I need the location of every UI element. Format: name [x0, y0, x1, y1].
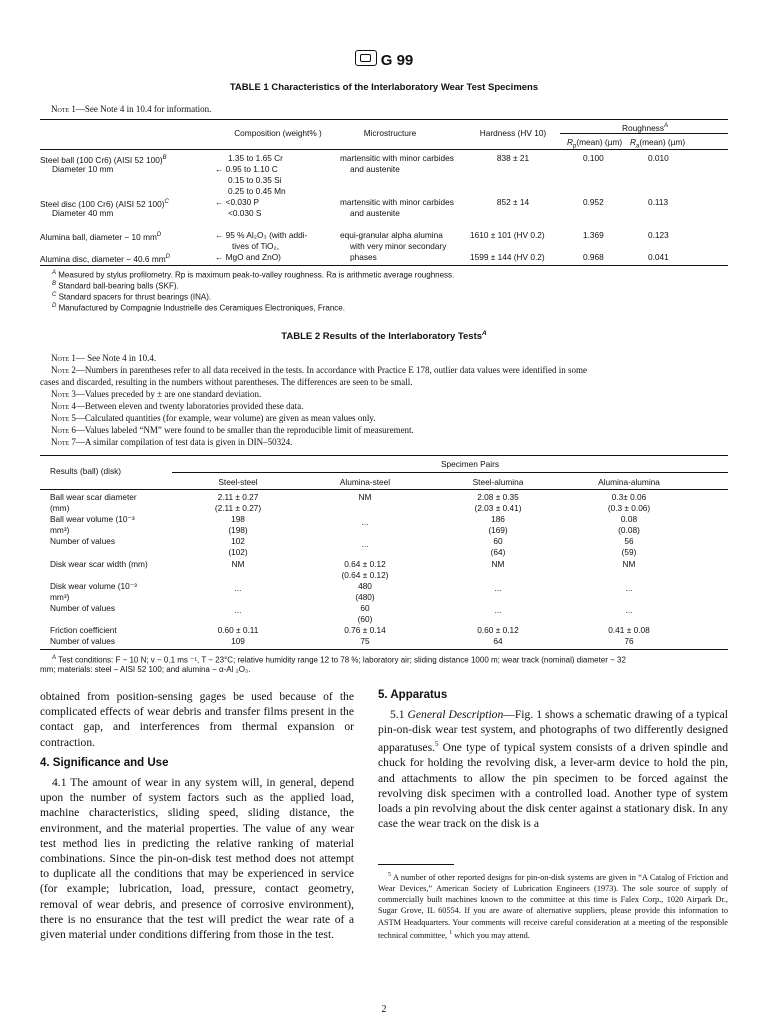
t1-cell-comp: 1.35 to 1.65 Cr: [228, 153, 283, 163]
t1-roughness-rule: [560, 133, 728, 134]
t1-col-microstructure: Microstructure: [363, 128, 417, 138]
t2-cell: (2.03 ± 0.41): [474, 503, 522, 513]
t2-cell: ...: [494, 605, 502, 615]
section-4-heading: 4. Significance and Use: [40, 757, 169, 769]
t1-row-name-2: Diameter 40 mm: [52, 208, 114, 218]
t1-row-name-2: Diameter 10 mm: [52, 164, 114, 174]
t2-row-label: Ball wear scar diameter: [50, 492, 137, 502]
t1-cell-rp: 0.968: [583, 252, 604, 262]
t2-col-pairs: Specimen Pairs: [440, 459, 500, 469]
t2-cell: 0.60 ± 0.11: [217, 625, 259, 635]
t2-note: Note 2—Numbers in parentheses refer to all data received in the tests. In accordance with Practice E 178, outlier data values were identified in some: [51, 365, 587, 375]
section-4-1-paragraph: 4.1 The amount of wear in any system will, in general, depend upon the number of system factors such as the applied load, machine characteristics, sliding speed, sliding distance, the environment, and the material properties. The value of any wear test method lies in predicting the relative ranking of material combinations. Since the pin-on-disk test method does not attempt to duplicate all the conditions that may be experienced in service (for example; lubrication, load, pressure, contact geometry, removal of wear debris, and presence of corrosive environment), there is no ensurance that the test will predict the wear rate of a given material under conditions differing from those in the test.: [40, 776, 354, 942]
t2-note: Note 5—Calculated quantities (for example, wear volume) are given as mean values only.: [51, 413, 376, 423]
t2-header-rule: [40, 489, 728, 490]
t2-cell: 0.64 ± 0.12: [344, 559, 386, 569]
t2-row-label: mm³): [50, 525, 70, 535]
t2-note: Note 3—Values preceded by ± are one standard deviation.: [51, 389, 262, 399]
t2-cell: 102: [231, 536, 245, 546]
t1-cell-micro: and austenite: [350, 208, 400, 218]
t2-row-label: mm³): [50, 592, 70, 602]
table2-bottom-rule: [40, 649, 728, 650]
t1-cell-rp: 0.100: [583, 153, 604, 163]
table1-title: TABLE 1 Characteristics of the Interlaboratory Wear Test Specimens: [229, 82, 539, 93]
t2-row-label: (mm): [50, 503, 70, 513]
t2-cell: (0.64 ± 0.12): [341, 570, 389, 580]
t1-cell-ra: 0.041: [648, 252, 669, 262]
t2-cell: (64): [490, 547, 506, 557]
t2-row-label: Ball wear volume (10⁻³: [50, 514, 135, 524]
t2-cell: 0.08: [620, 514, 638, 524]
t2-footnote: $^A$ Test conditions: F − 10 N; v − 0.1 ms ⁻¹, T − 23°C; relative humidity range 12 to 78 %; laboratory air; sliding distance 1000 m; wear track (nominal) diameter − 32: [52, 655, 626, 665]
t1-row-name: Alumina ball, diameter − 10 $mm^D$: [40, 231, 162, 242]
t2-cell: 60: [360, 603, 370, 613]
t2-cell: (169): [488, 525, 508, 535]
t1-cell-rp: 1.369: [583, 230, 604, 240]
t1-cell-comp: <0.030 S: [228, 208, 262, 218]
t1-col-hardness: Hardness (HV 10): [479, 128, 547, 138]
t2-cell: ...: [234, 605, 242, 615]
t1-cell-micro: martensitic with minor carbides: [340, 197, 454, 207]
t1-row-name: Alumina disc, diameter − 40.6 $mm^D$: [40, 253, 171, 264]
t1-cell-hardness: 1599 ± 144 (HV 0.2): [470, 252, 545, 262]
t2-cell: 480: [358, 581, 372, 591]
t2-cell: (102): [228, 547, 248, 557]
t1-cell-micro: phases: [350, 252, 377, 262]
t2-cell: 0.60 ± 0.12: [477, 625, 519, 635]
t2-cell: ...: [234, 583, 242, 593]
t1-footnote: $^C$ Standard spacers for thrust bearings (INA).: [52, 292, 212, 302]
t1-cell-hardness: 838 ± 21: [496, 153, 530, 163]
t2-cell: 198: [231, 514, 245, 524]
t2-col-pair: Steel-steel: [218, 477, 258, 487]
t2-cell: 186: [491, 514, 505, 524]
t2-note: Note 1— See Note 4 in 10.4.: [51, 353, 157, 363]
table2-top-rule: [40, 455, 728, 456]
t2-col-pair: Alumina-steel: [339, 477, 391, 487]
t1-cell-comp: 0.15 to 0.35 Si: [228, 175, 282, 185]
t1-cell-micro: martensitic with minor carbides: [340, 153, 454, 163]
t2-row-label: Disk wear volume (10⁻³: [50, 581, 137, 591]
t1-cell-ra: 0.113: [648, 197, 669, 207]
t1-col-rp: $R_p(mean)$ (µm): [567, 137, 623, 150]
t1-header-rule: [40, 149, 728, 150]
t2-note: Note 4—Between eleven and twenty laboratories provided these data.: [51, 401, 304, 411]
t2-col-pair: Alumina-alumina: [598, 477, 660, 487]
t2-cell: ...: [625, 605, 633, 615]
t2-cell: ...: [625, 583, 633, 593]
t1-footnote: $^B$ Standard ball-bearing balls (SKF).: [52, 281, 179, 291]
t2-note: cases and discarded, resulting in the numbers without parentheses. The differences are seen to be small.: [40, 377, 413, 387]
t1-col-composition: Composition (weight% ): [234, 128, 322, 138]
table1-bottom-rule: [40, 265, 728, 266]
t1-cell-ra: 0.010: [648, 153, 669, 163]
t2-cell: (198): [228, 525, 248, 535]
t1-cell-comp: 0.25 to 0.45 Mn: [228, 186, 286, 196]
t1-col-ra: $R_a(mean)$ (µm): [630, 137, 686, 150]
footnote-5: $^5$ A number of other reported designs for pin-on-disk systems are given in “A Catalog of Friction and Wear Devices,” American Society of Lubrication Engineers (1973). The sole source of supply of commercially built machines known to the committee at this time is Falex Corp., 1020 Airpark Dr., Sugar Grove, IL 60554. If you are aware of alternative suppliers, please provide this information to ASTM Headquarters. Your comments will receive careful consideration at a meeting of the responsible technical committee, $^1$ which you may attend.: [378, 872, 728, 940]
t1-cell-rp: 0.952: [583, 197, 604, 207]
t2-cell: 75: [360, 636, 370, 646]
t1-cell-ra: 0.123: [648, 230, 669, 240]
t1-footnote: $^D$ Manufactured by Compagnie Industrielle des Ceramiques Electroniques, France.: [52, 303, 345, 313]
t2-col-pair: Steel-alumina: [472, 477, 524, 487]
t1-row-name: Steel ball (100 Cr6) (AISI 52 100)$^B$: [40, 154, 167, 165]
t2-col-results: Results (ball) (disk): [50, 466, 121, 476]
t2-cell: (0.3 ± 0.06): [607, 503, 651, 513]
t2-cell: 0.3± 0.06: [611, 492, 647, 502]
t2-note: Note 6—Values labeled “NM” were found to be smaller than the reproducible limit of measurement.: [51, 425, 414, 435]
t1-cell-comp: ← 95 % Al₂O₃ (with addi-: [215, 230, 308, 240]
t2-row-label: Friction coefficient: [50, 625, 117, 635]
t2-cell: NM: [231, 559, 245, 569]
t2-cell: 60: [493, 536, 503, 546]
footnote-separator: [378, 864, 454, 865]
t2-cell: NM: [622, 559, 636, 569]
document-header: [0, 50, 768, 69]
t1-footnote: $^A$ Measured by stylus profilometry. Rp is maximum peak-to-valley roughness. Ra is arithmetic average roughness.: [52, 270, 455, 280]
t1-col-roughness: Roughness$^A$: [622, 122, 668, 133]
t2-cell: 109: [231, 636, 245, 646]
t1-cell-comp: ← <0.030 P: [215, 197, 260, 207]
t1-cell-micro: and austenite: [350, 164, 400, 174]
t1-cell-comp: ← MgO and ZnO): [215, 252, 281, 262]
t2-cell: (0.08): [618, 525, 640, 535]
t1-cell-hardness: 1610 ± 101 (HV 0.2): [470, 230, 545, 240]
t2-cell: (60): [357, 614, 373, 624]
section-5-1-paragraph: 5.1 General Description—Fig. 1 shows a schematic drawing of a typical pin-on-disk wear test system, and photographs of two differently designed apparatuses.$^5$ One type of typical system consists of a driven spindle and chuck for holding the revolving disk, a lever-arm device to hold the pin, and attachments to allow the pin specimen to be forced against the revolving disk specimen with a controlled load. Another type of system loads a pin revolving about the disk center against a stationary disk. In any case the wear track on the disk is a: [378, 708, 728, 831]
t2-cell: (59): [621, 547, 637, 557]
t2-cell: 76: [624, 636, 634, 646]
t2-cell: ...: [361, 539, 369, 549]
designation: G 99: [380, 52, 414, 69]
page-number: 2: [381, 1004, 387, 1015]
left-intro-paragraph: obtained from position-sensing gages be used because of the complicated effects of wear debris and transfer films present in the contact gap, and interferences from thermal expansion or contraction.: [40, 690, 354, 749]
t2-cell: (2.11 ± 0.27): [214, 503, 262, 513]
table1-note: Note 1—See Note 4 in 10.4 for information.: [51, 104, 212, 114]
t1-cell-micro: with very minor secondary: [350, 241, 447, 251]
t2-cell: 56: [624, 536, 634, 546]
t2-cell: 0.41 ± 0.08: [608, 625, 650, 635]
t2-cell: 0.76 ± 0.14: [344, 625, 386, 635]
section-5-heading: 5. Apparatus: [378, 689, 448, 701]
t2-row-label: Number of values: [50, 536, 116, 546]
t2-row-label: Disk wear scar width (mm): [50, 559, 148, 569]
t2-cell: 64: [493, 636, 503, 646]
t1-cell-hardness: 852 ± 14: [496, 197, 530, 207]
t2-cell: ...: [494, 583, 502, 593]
t2-cell: NM: [358, 492, 372, 502]
t2-cell: (480): [355, 592, 375, 602]
table2-title: TABLE 2 Results of the Interlaboratory Tests$^A$: [281, 330, 487, 343]
astm-logo-icon: [355, 50, 377, 66]
t1-cell-comp: ← 0.95 to 1.10 C: [215, 164, 278, 174]
t2-footnote: mm; materials: steel – AISI 52 100; and alumina − α-Al ₂O₃.: [40, 665, 251, 674]
t2-row-label: Number of values: [50, 603, 116, 613]
t2-cell: 2.11 ± 0.27: [217, 492, 259, 502]
t2-row-label: Number of values: [50, 636, 116, 646]
t1-cell-micro: equi-granular alpha alumina: [340, 230, 443, 240]
t2-cell: 2.08 ± 0.35: [477, 492, 519, 502]
t1-cell-comp: tives of TiO₂,: [232, 241, 280, 251]
t2-pairs-rule: [172, 472, 728, 473]
t2-cell: NM: [491, 559, 505, 569]
t1-row-name: Steel disc (100 Cr6) (AISI 52 100)$^C$: [40, 198, 169, 209]
t2-note: Note 7—A similar compilation of test data is given in DIN–50324.: [51, 437, 293, 447]
t2-cell: ...: [361, 517, 369, 527]
